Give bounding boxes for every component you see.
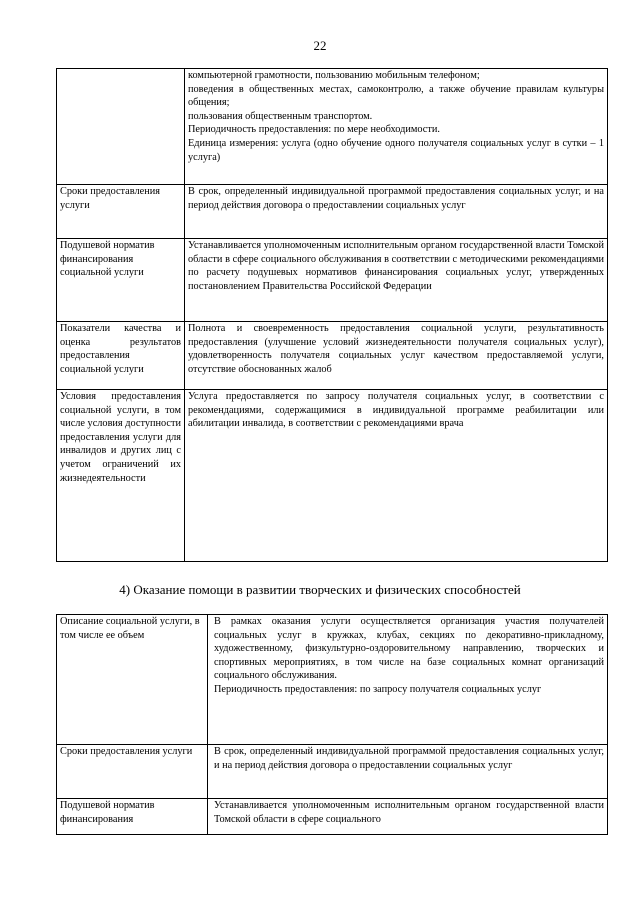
text-line: компьютерной грамотности, пользованию мобильным телефоном;	[188, 70, 480, 81]
row-text: Устанавливается уполномоченным исполнительным органом государственной власти Томской области в сфере социального обслуживания в соответствии с методическими рекомендациями по расчету подушевых нормативов финансирования социальных услуг, утвержденных постановлением Правительства Российской Федерации	[185, 239, 608, 322]
table-row	[57, 745, 608, 799]
table-row	[57, 615, 608, 745]
row-text	[208, 615, 608, 745]
text-line: пользования общественным транспортом.	[188, 110, 373, 122]
row-text: Услуга предоставляется по запросу получателя социальных услуг, в соответствии с рекомендациями, содержащимися в индивидуальной программе реабилитации или абилитации инвалида, в соответствии с рекомендациями врача	[185, 390, 608, 562]
row-label	[57, 69, 185, 185]
table-row	[57, 799, 608, 835]
row-text: Полнота и своевременность предоставления социальной услуги, результативность предоставления (улучшение условий жизнедеятельности получателя социальных услуг), удовлетворенность получателя социальных услуг качеством предоставляемой услуги, отсутствие обоснованных жалоб	[185, 322, 608, 390]
row-text: Устанавливается уполномоченным исполнительным органом государственной власти Томской области в сфере социального	[208, 799, 608, 835]
text-line: Единица измерения: услуга (одно обучение одного получателя социальных услуг в сутки – 1 услуга)	[188, 137, 604, 163]
row-label: Показатели качества и оценка результатов предоставления социальной услуги	[57, 322, 185, 390]
table-row	[57, 185, 608, 239]
row-label: Подушевой норматив финансирования	[57, 799, 208, 835]
row-label: Сроки предоставления услуги	[57, 745, 208, 799]
table-row	[57, 69, 608, 185]
row-text	[185, 69, 608, 185]
service-table-continued	[56, 68, 608, 562]
section-heading: 4) Оказание помощи в развитии творческих и физических способностей	[119, 582, 521, 597]
row-text: В срок, определенный индивидуальной программой предоставления социальных услуг, и на период действия договора о предоставлении социальных услуг	[185, 185, 608, 239]
row-label: Условия предоставления социальной услуги, в том числе условия доступности предоставления услуги для инвалидов и других лиц с учетом ограничений их жизнедеятельности	[57, 390, 185, 562]
page-number: 22	[313, 38, 327, 53]
text-paragraph: Периодичность предоставления: по запросу получателя социальных услуг	[214, 683, 542, 695]
table-row	[57, 322, 608, 390]
text-paragraph: В рамках оказания услуги осуществляется организация участия получателей социальных услуг в кружках, клубах, секциях по декоративно-прикладному, художественному, физкультурно-оздоровительному направлению, творческих и спортивных мероприятиях, в том числе на базе социальных комнат организаций социального обслуживания.	[214, 616, 604, 682]
row-text: В срок, определенный индивидуальной программой предоставления социальных услуг, и на период действия договора о предоставлении социальных услуг	[208, 745, 608, 799]
row-label: Описание социальной услуги, в том числе ее объем	[57, 615, 208, 745]
table-row	[57, 390, 608, 562]
row-label: Подушевой норматив финансирования социальной услуги	[57, 239, 185, 322]
service-table	[56, 614, 608, 835]
text-line: поведения в общественных местах, самоконтролю, а также обучение правилам культуры общения;	[188, 83, 604, 109]
table-row	[57, 239, 608, 322]
text-line: Периодичность предоставления: по мере необходимости.	[188, 124, 440, 136]
row-label: Сроки предоставления услуги	[57, 185, 185, 239]
